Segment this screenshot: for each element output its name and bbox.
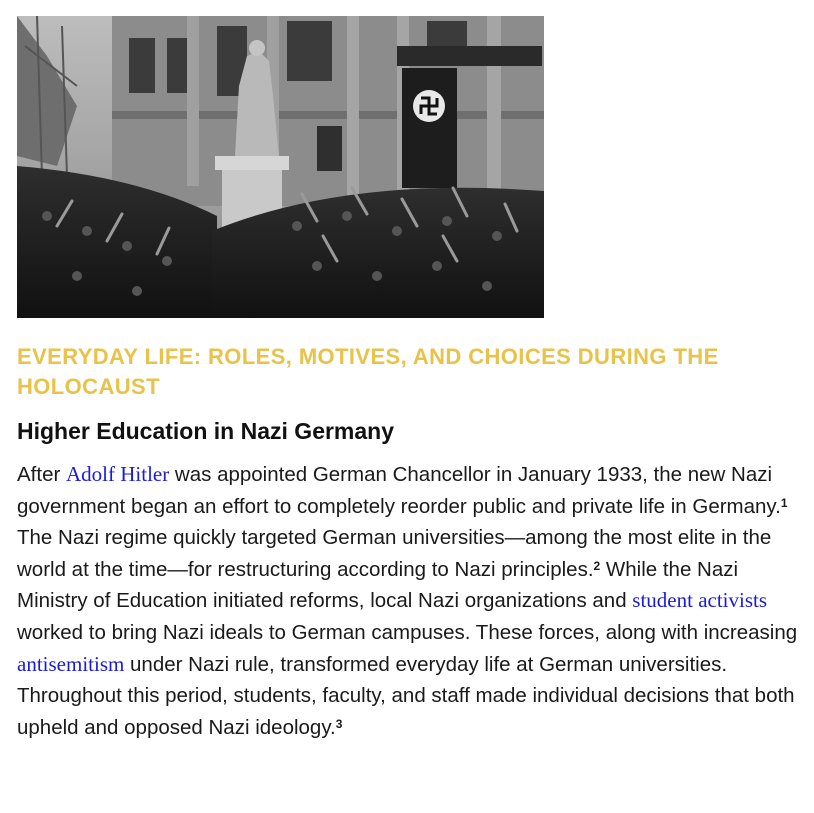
footnote-3[interactable]: 3 bbox=[335, 716, 343, 731]
photo-illustration bbox=[17, 16, 544, 318]
historical-photo bbox=[17, 16, 544, 318]
body-text: worked to bring Nazi ideals to German campuses. These forces, along with increasing bbox=[17, 620, 798, 644]
article-paragraph bbox=[17, 459, 807, 743]
body-text: After bbox=[17, 463, 66, 486]
body-text: under Nazi rule, transformed everyday life at German universities. Throughout this period, students, faculty, and staff made individual decisions that both upheld and opposed Nazi ideology. bbox=[17, 652, 795, 739]
link-student-activists[interactable]: student activists bbox=[632, 588, 768, 613]
section-kicker: EVERYDAY LIFE: ROLES, MOTIVES, AND CHOICES DURING THE HOLOCAUST bbox=[17, 344, 719, 399]
body-text: The Nazi regime quickly targeted German universities—among the most elite in the world at the time—for restructuring according to Nazi principles. bbox=[17, 526, 772, 581]
article-title: Higher Education in Nazi Germany bbox=[17, 418, 395, 444]
footnote-2[interactable]: 2 bbox=[593, 558, 601, 573]
body-text: While the Nazi Ministry of Education initiated reforms, local Nazi organizations and bbox=[17, 557, 739, 613]
footnote-1[interactable]: 1 bbox=[780, 495, 788, 510]
link-adolf-hitler[interactable]: Adolf Hitler bbox=[66, 462, 170, 486]
body-text: was appointed German Chancellor in January 1933, the new Nazi government began an effort to completely reorder public and private life in Germany. bbox=[17, 463, 781, 518]
link-antisemitism[interactable]: antisemitism bbox=[17, 651, 125, 676]
